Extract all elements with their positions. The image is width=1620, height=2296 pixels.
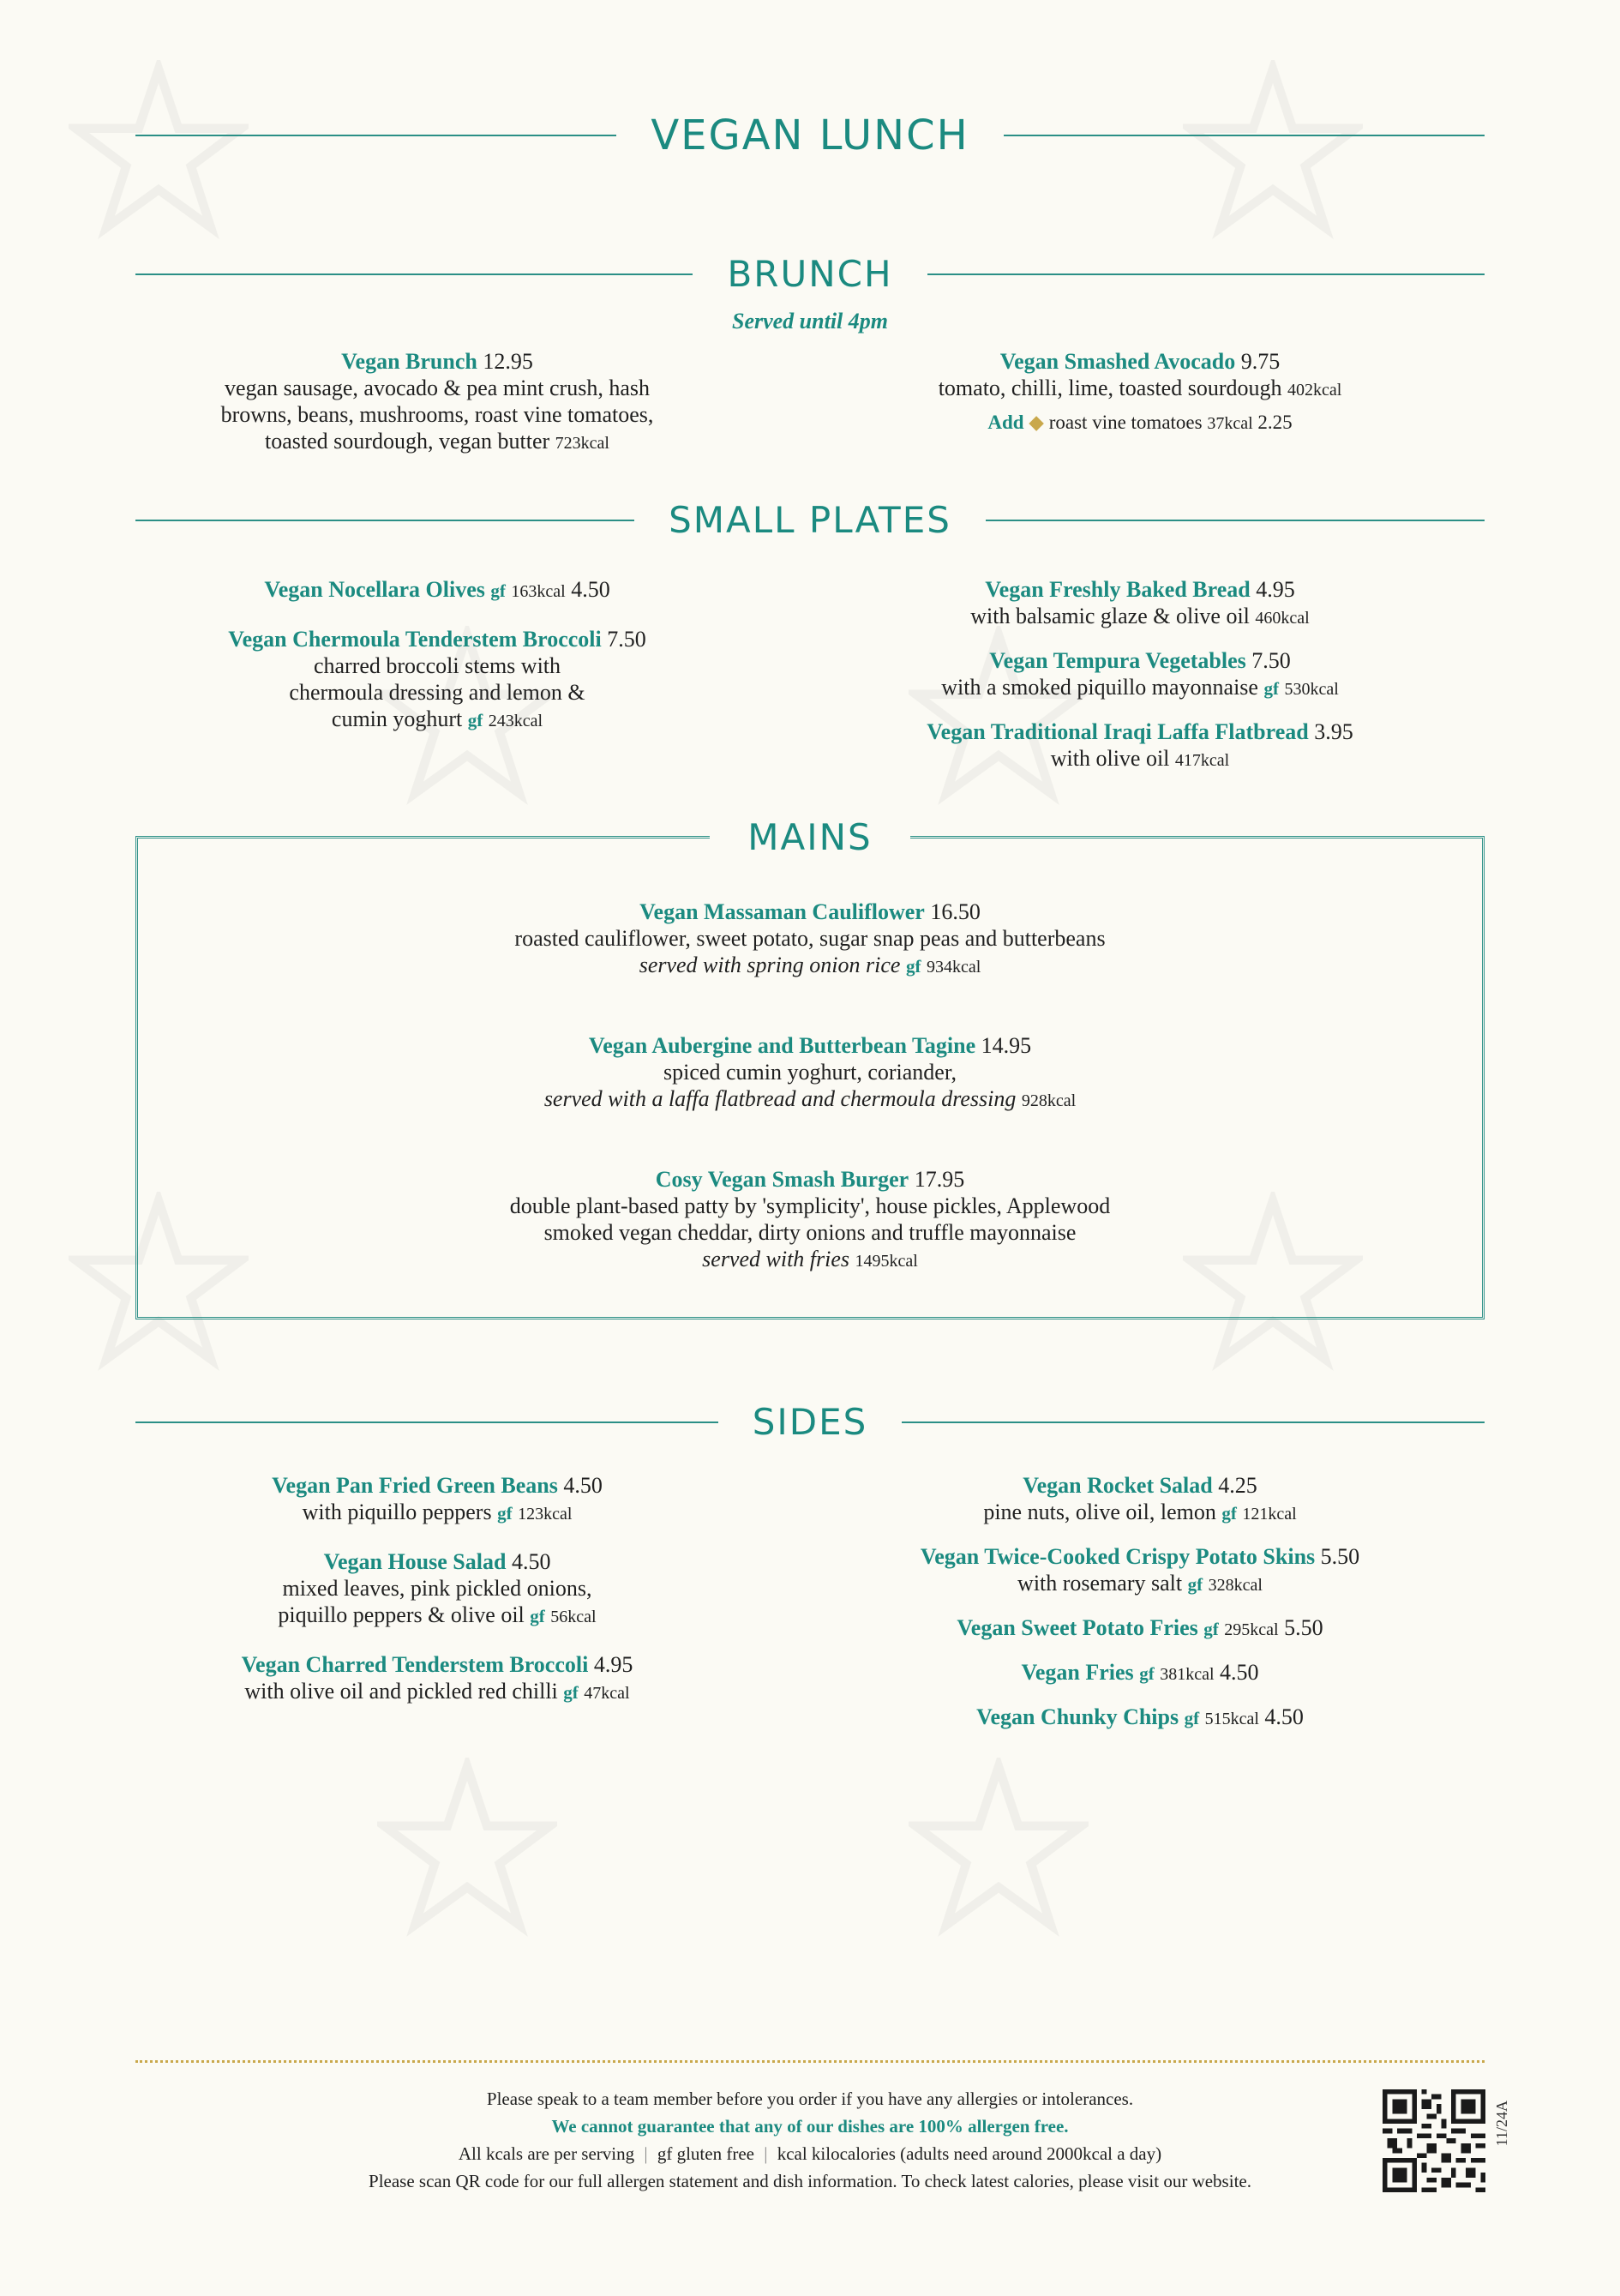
footer-kcal-note: All kcals are per serving: [458, 2143, 635, 2164]
menu-version-code: 11/24A: [1493, 2101, 1510, 2147]
item-price: 4.50: [1220, 1660, 1259, 1685]
menu-item: [883, 1472, 1397, 1528]
item-served-with: served with a laffa flatbread and chermoula dressing: [543, 1086, 1017, 1111]
item-name: Vegan Rocket Salad: [1023, 1473, 1213, 1498]
brunch-heading-row: [135, 253, 1485, 295]
item-description: roasted cauliflower, sweet potato, sugar snap peas and butterbeans: [514, 926, 1106, 951]
gf-badge: gf: [1184, 1708, 1200, 1728]
menu-item: [343, 899, 1277, 981]
item-price: 5.50: [1284, 1615, 1323, 1640]
item-description: pine nuts, olive oil, lemon: [983, 1500, 1216, 1524]
small-plates-right-column: [900, 576, 1380, 790]
item-name: Vegan House Salad: [323, 1549, 507, 1574]
menu-item: [900, 576, 1380, 632]
item-description: charred broccoli stems with chermoula dressing and lemon & cumin yoghurt: [289, 653, 585, 731]
item-description: with balsamic glaze & olive oil: [970, 604, 1250, 628]
item-kcal: 723kcal: [555, 434, 609, 453]
star-watermark-icon: [909, 1758, 1089, 1938]
item-price: 12.95: [483, 349, 533, 374]
footer-line: Please speak to a team member before you order if you have any allergies or intolerances.: [486, 2089, 1134, 2109]
item-price: 4.95: [593, 1652, 633, 1677]
add-on-line: [900, 409, 1380, 437]
item-description: with olive oil: [1050, 746, 1170, 771]
item-price: 3.95: [1314, 719, 1353, 744]
add-price: 2.25: [1257, 412, 1293, 433]
item-name: Vegan Brunch: [341, 349, 477, 374]
menu-title: VEGAN LUNCH: [651, 111, 969, 159]
item-kcal: 121kcal: [1242, 1505, 1297, 1524]
menu-item: [883, 1543, 1397, 1599]
item-kcal: 460kcal: [1255, 609, 1310, 628]
gf-badge: gf: [530, 1606, 545, 1626]
item-description: with a smoked piquillo mayonnaise: [941, 675, 1258, 700]
item-price: 7.50: [607, 627, 646, 652]
menu-title-row: [135, 111, 1485, 159]
item-price: 4.95: [1256, 577, 1295, 602]
menu-item: [214, 1651, 660, 1707]
item-description: with piquillo peppers: [302, 1500, 492, 1524]
sides-left-column: [214, 1472, 660, 1728]
menu-item: [214, 626, 660, 735]
menu-item: [214, 576, 660, 605]
menu-item: [900, 718, 1380, 774]
sides-heading-row: [135, 1401, 1485, 1443]
title-rule-left: [135, 135, 616, 136]
mains-column: [343, 899, 1277, 1295]
item-name: Vegan Chermoula Tenderstem Broccoli: [228, 627, 602, 652]
brunch-right-column: [900, 348, 1380, 437]
heading-rule: [902, 1421, 1485, 1423]
item-name: Vegan Freshly Baked Bread: [985, 577, 1251, 602]
item-kcal: 328kcal: [1208, 1576, 1263, 1595]
footer-dotted-divider: [135, 2060, 1485, 2063]
small-plates-left-column: [214, 576, 660, 755]
item-price: 4.50: [563, 1473, 603, 1498]
item-name: Vegan Charred Tenderstem Broccoli: [241, 1652, 589, 1677]
brunch-served-note: Served until 4pm: [731, 309, 888, 334]
item-description: tomato, chilli, lime, toasted sourdough: [938, 376, 1282, 400]
gf-badge: gf: [1139, 1663, 1155, 1684]
item-price: 4.50: [571, 577, 610, 602]
gf-badge: gf: [1221, 1503, 1237, 1524]
item-kcal: 515kcal: [1204, 1710, 1259, 1728]
item-kcal: 530kcal: [1284, 680, 1339, 699]
menu-item: [343, 1166, 1277, 1275]
menu-item: [214, 1548, 660, 1631]
menu-item: [900, 647, 1380, 703]
item-name: Vegan Fries: [1021, 1660, 1134, 1685]
item-name: Vegan Aubergine and Butterbean Tagine: [588, 1033, 976, 1058]
item-name: Vegan Nocellara Olives: [264, 577, 485, 602]
gf-badge: gf: [1187, 1574, 1203, 1595]
gf-badge: gf: [1203, 1619, 1219, 1639]
heading-rule: [986, 520, 1485, 521]
heading-rule: [927, 273, 1485, 275]
item-price: 4.25: [1218, 1473, 1257, 1498]
sides-right-column: [883, 1472, 1397, 1748]
menu-item: [883, 1704, 1397, 1733]
menu-item: [197, 348, 677, 457]
item-description: vegan sausage, avocado & pea mint crush, hash browns, beans, mushrooms, roast vine tomatoes, toasted sourdough, vegan butter: [220, 376, 654, 454]
brunch-left-column: [197, 348, 677, 478]
item-name: Vegan Pan Fried Green Beans: [272, 1473, 558, 1498]
separator: |: [764, 2143, 768, 2164]
item-kcal: 417kcal: [1174, 751, 1230, 770]
heading-rule: [135, 273, 693, 275]
gf-badge: gf: [1263, 678, 1279, 699]
item-kcal: 163kcal: [511, 582, 566, 601]
item-description: spiced cumin yoghurt, coriander,: [663, 1060, 957, 1085]
sides-heading: SIDES: [752, 1401, 868, 1443]
menu-item: [343, 1032, 1277, 1115]
item-name: Vegan Chunky Chips: [976, 1704, 1179, 1729]
add-label: Add: [987, 412, 1024, 433]
item-kcal: 1495kcal: [855, 1252, 918, 1271]
item-price: 9.75: [1240, 349, 1281, 374]
item-name: Cosy Vegan Smash Burger: [655, 1167, 909, 1192]
item-price: 5.50: [1320, 1544, 1360, 1569]
menu-item: [214, 1472, 660, 1528]
item-description: with rosemary salt: [1017, 1571, 1183, 1596]
small-plates-heading: SMALL PLATES: [669, 499, 951, 541]
footer-line: [135, 2140, 1485, 2167]
item-name: Vegan Smashed Avocado: [999, 349, 1236, 374]
gf-badge: gf: [905, 956, 921, 977]
item-description: smoked vegan cheddar, dirty onions and truffle mayonnaise: [543, 1220, 1077, 1245]
item-kcal: 934kcal: [926, 958, 981, 977]
small-plates-heading-row: [135, 499, 1485, 541]
item-description: mixed leaves, pink pickled onions, piquillo peppers & olive oil: [278, 1576, 592, 1627]
title-rule-right: [1004, 135, 1485, 136]
heading-rule: [135, 1421, 718, 1423]
item-description: with olive oil and pickled red chilli: [244, 1679, 558, 1704]
item-price: 4.50: [1264, 1704, 1304, 1729]
add-kcal: 37kcal: [1207, 414, 1253, 433]
heading-rule: [135, 520, 634, 521]
add-item: roast vine tomatoes: [1048, 412, 1203, 433]
item-price: 4.50: [511, 1549, 551, 1574]
allergen-footer: [135, 2085, 1485, 2195]
item-price: 16.50: [930, 899, 981, 924]
item-kcal: 243kcal: [488, 712, 543, 730]
item-price: 7.50: [1251, 648, 1291, 673]
gf-badge: gf: [490, 580, 506, 601]
brunch-heading: BRUNCH: [727, 253, 893, 295]
item-name: Vegan Massaman Cauliflower: [639, 899, 925, 924]
item-served-with: served with spring onion rice: [639, 953, 901, 977]
item-kcal: 381kcal: [1160, 1665, 1215, 1684]
footer-line: Please scan QR code for our full allergen statement and dish information. To check latest calories, please visit our website.: [369, 2171, 1251, 2191]
star-watermark-icon: [377, 1758, 557, 1938]
item-kcal: 928kcal: [1021, 1091, 1077, 1110]
gf-badge: gf: [563, 1682, 579, 1703]
item-kcal: 56kcal: [550, 1608, 597, 1626]
item-name: Vegan Tempura Vegetables: [989, 648, 1246, 673]
gf-badge: gf: [497, 1503, 513, 1524]
footer-kcal-definition: kcal kilocalories (adults need around 2000kcal a day): [777, 2143, 1162, 2164]
qr-code-icon[interactable]: [1383, 2089, 1485, 2192]
item-price: 17.95: [914, 1167, 965, 1192]
item-kcal: 402kcal: [1287, 381, 1342, 400]
diamond-icon: ◆: [1029, 412, 1044, 433]
item-kcal: 123kcal: [518, 1505, 573, 1524]
item-served-with: served with fries: [702, 1247, 850, 1271]
menu-item: [900, 348, 1380, 404]
menu-item: [883, 1659, 1397, 1688]
item-kcal: 295kcal: [1224, 1620, 1279, 1639]
footer-gf-note: gf gluten free: [657, 2143, 754, 2164]
separator: |: [644, 2143, 648, 2164]
item-name: Vegan Sweet Potato Fries: [957, 1615, 1198, 1640]
item-description: double plant-based patty by 'symplicity', house pickles, Applewood: [509, 1193, 1111, 1218]
item-name: Vegan Traditional Iraqi Laffa Flatbread: [927, 719, 1309, 744]
item-price: 14.95: [981, 1033, 1032, 1058]
mains-heading: MAINS: [710, 816, 910, 858]
allergen-warning: We cannot guarantee that any of our dishes are 100% allergen free.: [551, 2116, 1069, 2137]
menu-item: [883, 1614, 1397, 1644]
item-kcal: 47kcal: [584, 1684, 630, 1703]
item-name: Vegan Twice-Cooked Crispy Potato Skins: [920, 1544, 1316, 1569]
gf-badge: gf: [467, 710, 483, 730]
